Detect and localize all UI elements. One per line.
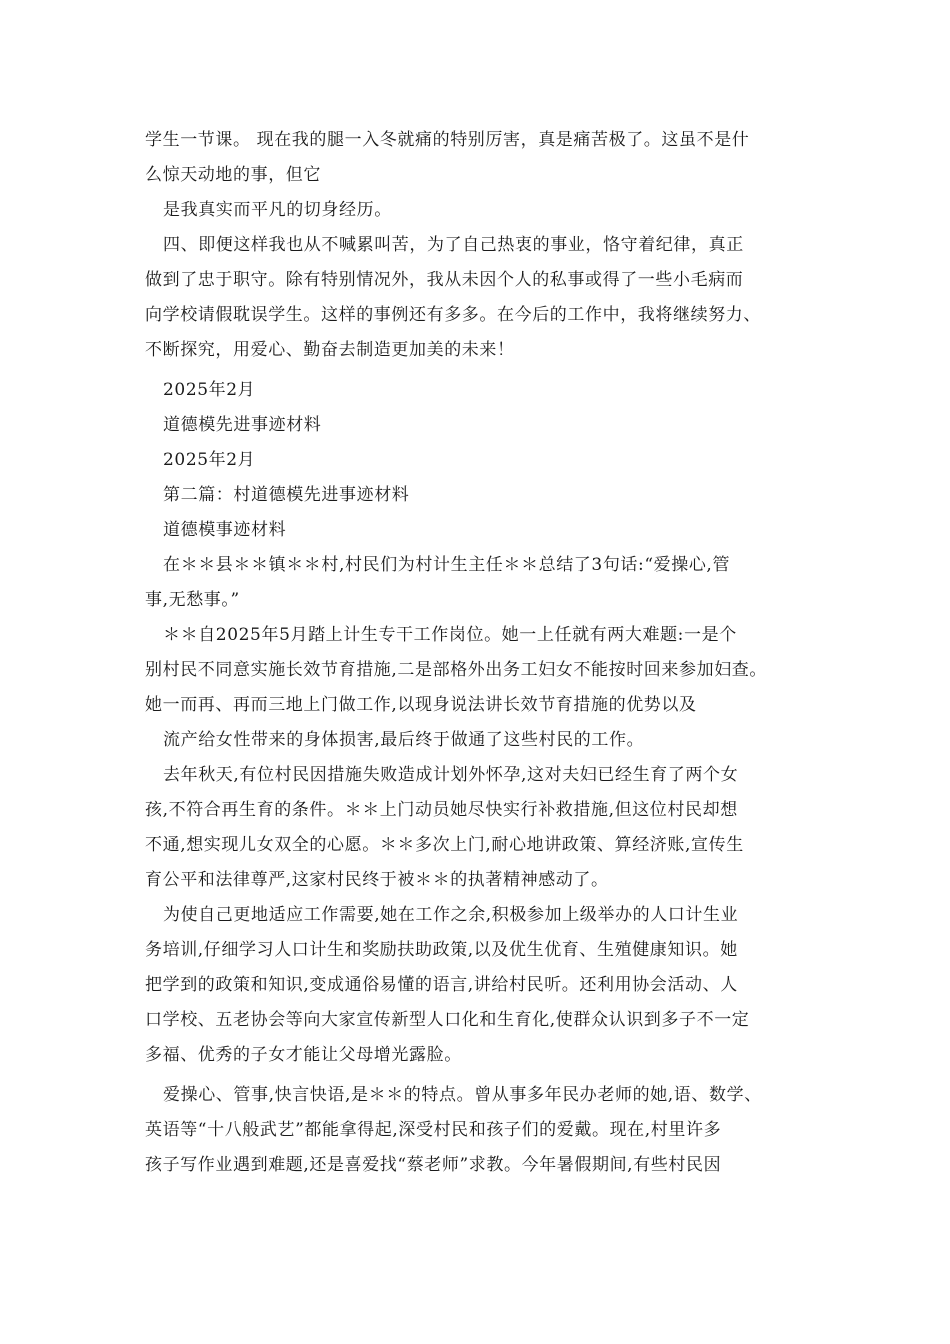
date-line: 2025年2月 xyxy=(163,450,256,470)
text-line: 多福、优秀的子女才能让父母增光露脸。 xyxy=(145,1045,462,1065)
text-line: 么惊天动地的事，但它 xyxy=(145,165,321,185)
text-line: 学生一节课。 现在我的腿一入冬就痛的特别厉害，真是痛苦极了。这虽不是什 xyxy=(145,130,750,150)
text-line: 爱操心、管事,快言快语,是＊＊的特点。曾从事多年民办老师的她,语、数学、 xyxy=(163,1085,762,1105)
heading-line: 道德模事迹材料 xyxy=(163,520,287,540)
text-line: 她一而再、再而三地上门做工作,以现身说法讲长效节育措施的优势以及 xyxy=(145,695,697,715)
text-line: 育公平和法律尊严,这家村民终于被＊＊的执著精神感动了。 xyxy=(145,870,609,890)
text-line: 把学到的政策和知识,变成通俗易懂的语言,讲给村民听。还利用协会活动、人 xyxy=(145,975,738,995)
text-line: 在＊＊县＊＊镇＊＊村,村民们为村计生主任＊＊总结了3句话:“爱操心,管 xyxy=(163,555,731,575)
text-line: 务培训,仔细学习人口计生和奖励扶助政策,以及优生优育、生殖健康知识。她 xyxy=(145,940,738,960)
text-line: 是我真实而平凡的切身经历。 xyxy=(163,200,392,220)
heading-line: 道德模先进事迹材料 xyxy=(163,415,322,435)
text-line: 向学校请假耽误学生。这样的事例还有多多。在今后的工作中，我将继续努力、 xyxy=(145,305,761,325)
text-line: 不断探究，用爱心、勤奋去制造更加美的未来！ xyxy=(145,340,515,360)
text-line: ＊＊自2025年5月踏上计生专干工作岗位。她一上任就有两大难题:一是个 xyxy=(163,625,737,645)
text-line: 孩子写作业遇到难题,还是喜爱找“蔡老师”求教。今年暑假期间,有些村民因 xyxy=(145,1155,722,1175)
heading-line: 第二篇：村道德模先进事迹材料 xyxy=(163,485,410,505)
text-line: 不通,想实现儿女双全的心愿。＊＊多次上门,耐心地讲政策、算经济账,宣传生 xyxy=(145,835,744,855)
text-line: 别村民不同意实施长效节育措施,二是部格外出务工妇女不能按时回来参加妇查。 xyxy=(145,660,768,680)
text-line: 去年秋天,有位村民因措施失败造成计划外怀孕,这对夫妇已经生育了两个女 xyxy=(163,765,739,785)
text-line: 口学校、五老协会等向大家宣传新型人口化和生育化,使群众认识到多子不一定 xyxy=(145,1010,750,1030)
text-line: 孩,不符合再生育的条件。＊＊上门动员她尽快实行补救措施,但这位村民却想 xyxy=(145,800,738,820)
date-line: 2025年2月 xyxy=(163,380,256,400)
text-line: 流产给女性带来的身体损害,最后终于做通了这些村民的工作。 xyxy=(163,730,645,750)
text-line: 为使自己更地适应工作需要,她在工作之余,积极参加上级举办的人口计生业 xyxy=(163,905,739,925)
text-line: 四、即便这样我也从不喊累叫苦，为了自己热衷的事业，恪守着纪律，真正 xyxy=(163,235,744,255)
text-line: 事,无愁事。” xyxy=(145,590,240,610)
text-line: 做到了忠于职守。除有特别情况外，我从未因个人的私事或得了一些小毛病而 xyxy=(145,270,744,290)
text-line: 英语等“十八般武艺”都能拿得起,深受村民和孩子们的爱戴。现在,村里许多 xyxy=(145,1120,722,1140)
